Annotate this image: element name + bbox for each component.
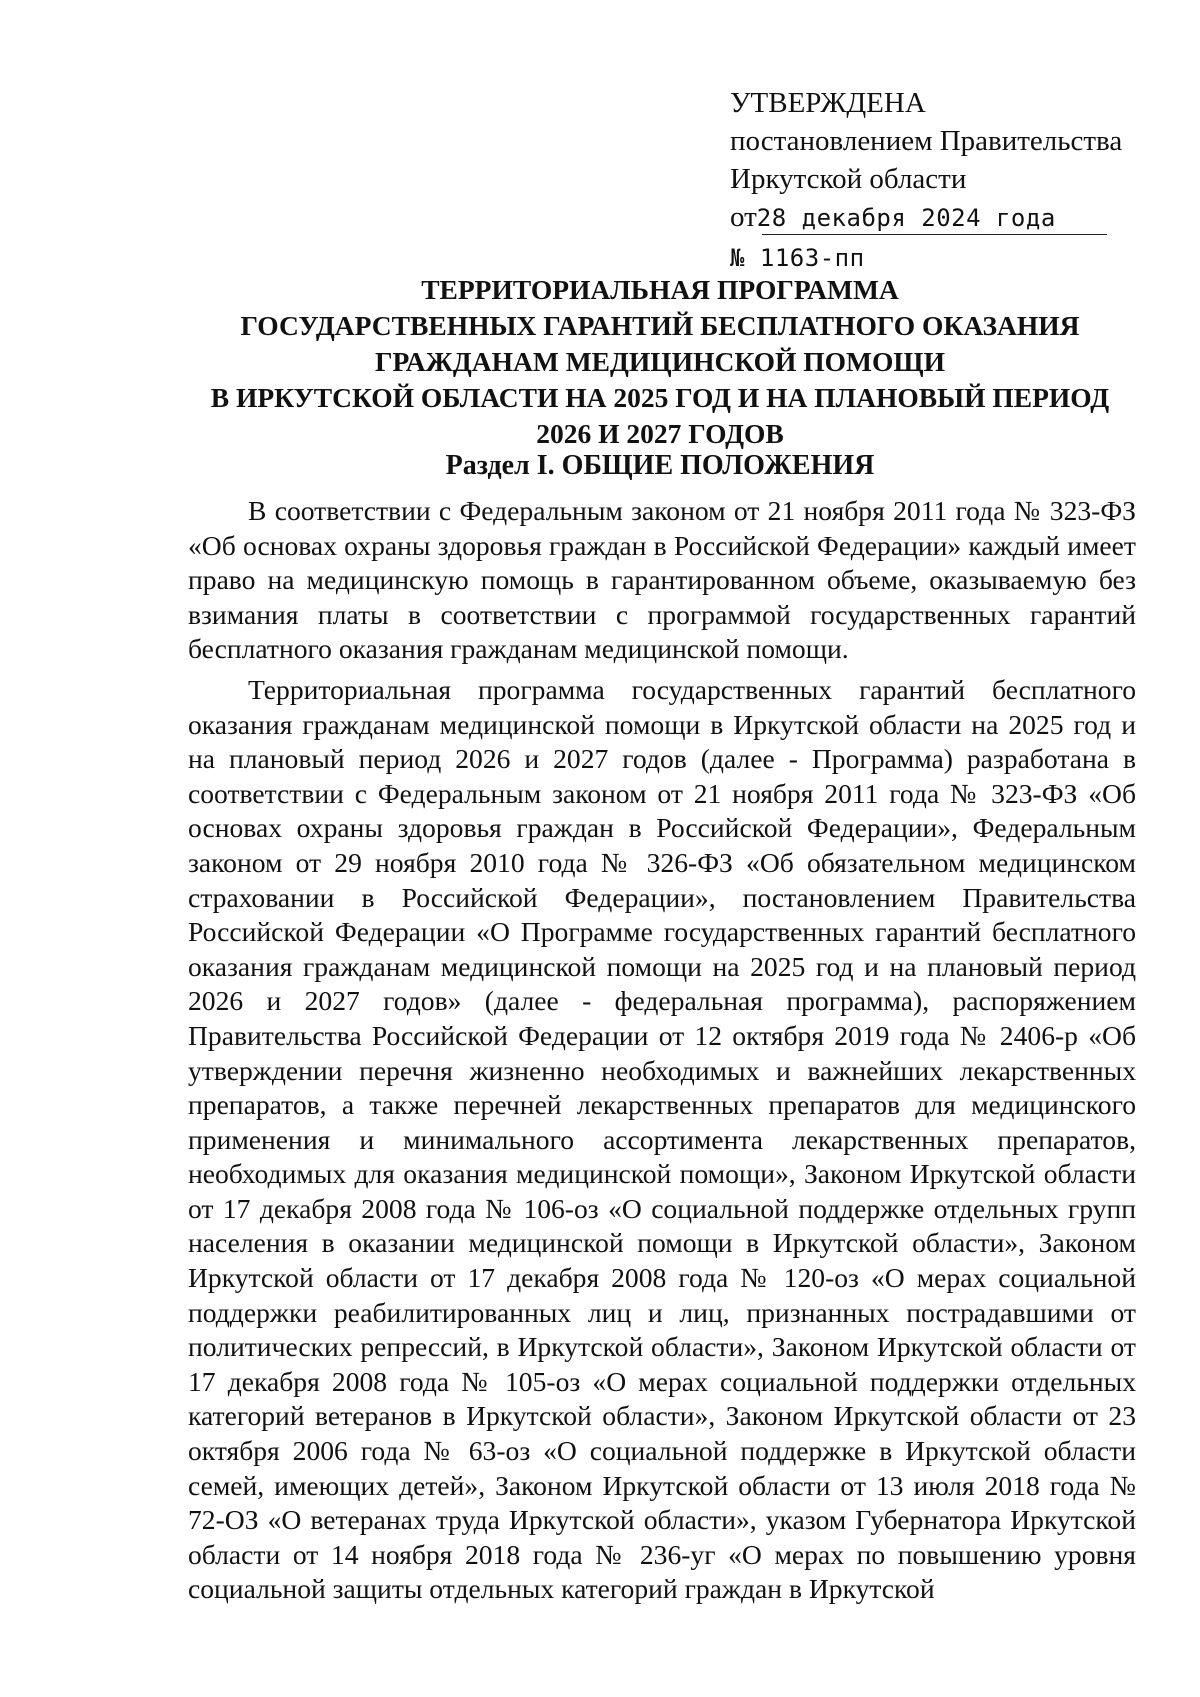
document-body [188,494,1136,1613]
paragraph: Территориальная программа государственных гарантий бесплатного оказания гражданам медицинской помощи в Иркутской области на 2025 год и на плановый период 2026 и 2027 годов (далее - Программа) разработана в соответствии с Федеральным законом от 21 ноября 2011 года № 323-ФЗ «Об основах охраны здоровья граждан в Российской Федерации», Федеральным законом от 29 ноября 2010 года № 326-ФЗ «Об обязательном медицинском страховании в Российской Федерации», постановлением Правительства Российской Федерации «О Программе государственных гарантий бесплатного оказания гражданам медицинской помощи на 2025 год и на плановый период 2026 и 2027 годов» (далее - федеральная программа), распоряжением Правительства Российской Федерации от 12 октября 2019 года № 2406-р «Об утверждении перечня жизненно необходимых и важнейших лекарственных препаратов, а также перечней лекарственных препаратов для медицинского применения и минимального ассортимента лекарственных препаратов, необходимых для оказания медицинской помощи», Законом Иркутской области от 17 декабря 2008 года № 106-оз «О социальной поддержке отдельных групп населения в оказании медицинской помощи в Иркутской области», Законом Иркутской области от 17 декабря 2008 года № 120-оз «О мерах социальной поддержки реабилитированных лиц и лиц, признанных пострадавшими от политических репрессий, в Иркутской области», Законом Иркутской области от 17 декабря 2008 года № 105-оз «О мерах социальной поддержки отдельных категорий ветеранов в Иркутской области», Законом Иркутской области от 23 октября 2006 года № 63-оз «О социальной поддержке в Иркутской области семей, имеющих детей», Законом Иркутской области от 13 июля 2018 года № 72-ОЗ «О ветеранах труда Иркутской области», указом Губернатора Иркутской области от 14 ноября 2018 года № 236-уг «О мерах по повышению уровня социальной защиты отдельных категорий граждан в Иркутской [188,673,1136,1605]
paragraph: В соответствии с Федеральным законом от 21 ноября 2011 года № 323-ФЗ «Об основах охраны здоровья граждан в Российской Федерации» каждый имеет право на медицинскую помощь в гарантированном объеме, оказываемую без взимания платы в соответствии с программой государственных гарантий бесплатного оказания гражданам медицинской помощи. [188,495,1136,665]
approval-number: № 1163-пп [730,244,865,272]
approval-block [730,84,1130,277]
title-line: ГОСУДАРСТВЕННЫХ ГАРАНТИЙ БЕСПЛАТНОГО ОКАЗАНИЯ [240,310,1080,341]
approval-title: УТВЕРЖДЕНА [730,87,926,119]
title-line: В ИРКУТСКОЙ ОБЛАСТИ НА 2025 ГОД И НА ПЛАНОВЫЙ ПЕРИОД [210,382,1110,413]
approval-date-line [730,198,1130,239]
section-heading: Раздел I. ОБЩИЕ ПОЛОЖЕНИЯ [445,450,875,481]
approval-date: 28 декабря 2024 года [756,204,1056,232]
approval-authority: постановлением Правительства [730,125,1123,157]
title-line: ГРАЖДАНАМ МЕДИЦИНСКОЙ ПОМОЩИ [375,346,945,377]
date-underline [762,234,1107,235]
title-line: ТЕРРИТОРИАЛЬНАЯ ПРОГРАММА [421,274,899,305]
document-title [180,272,1140,452]
date-prefix: от [730,201,757,233]
approval-region: Иркутской области [730,163,967,195]
title-line: 2026 И 2027 ГОДОВ [536,418,784,449]
